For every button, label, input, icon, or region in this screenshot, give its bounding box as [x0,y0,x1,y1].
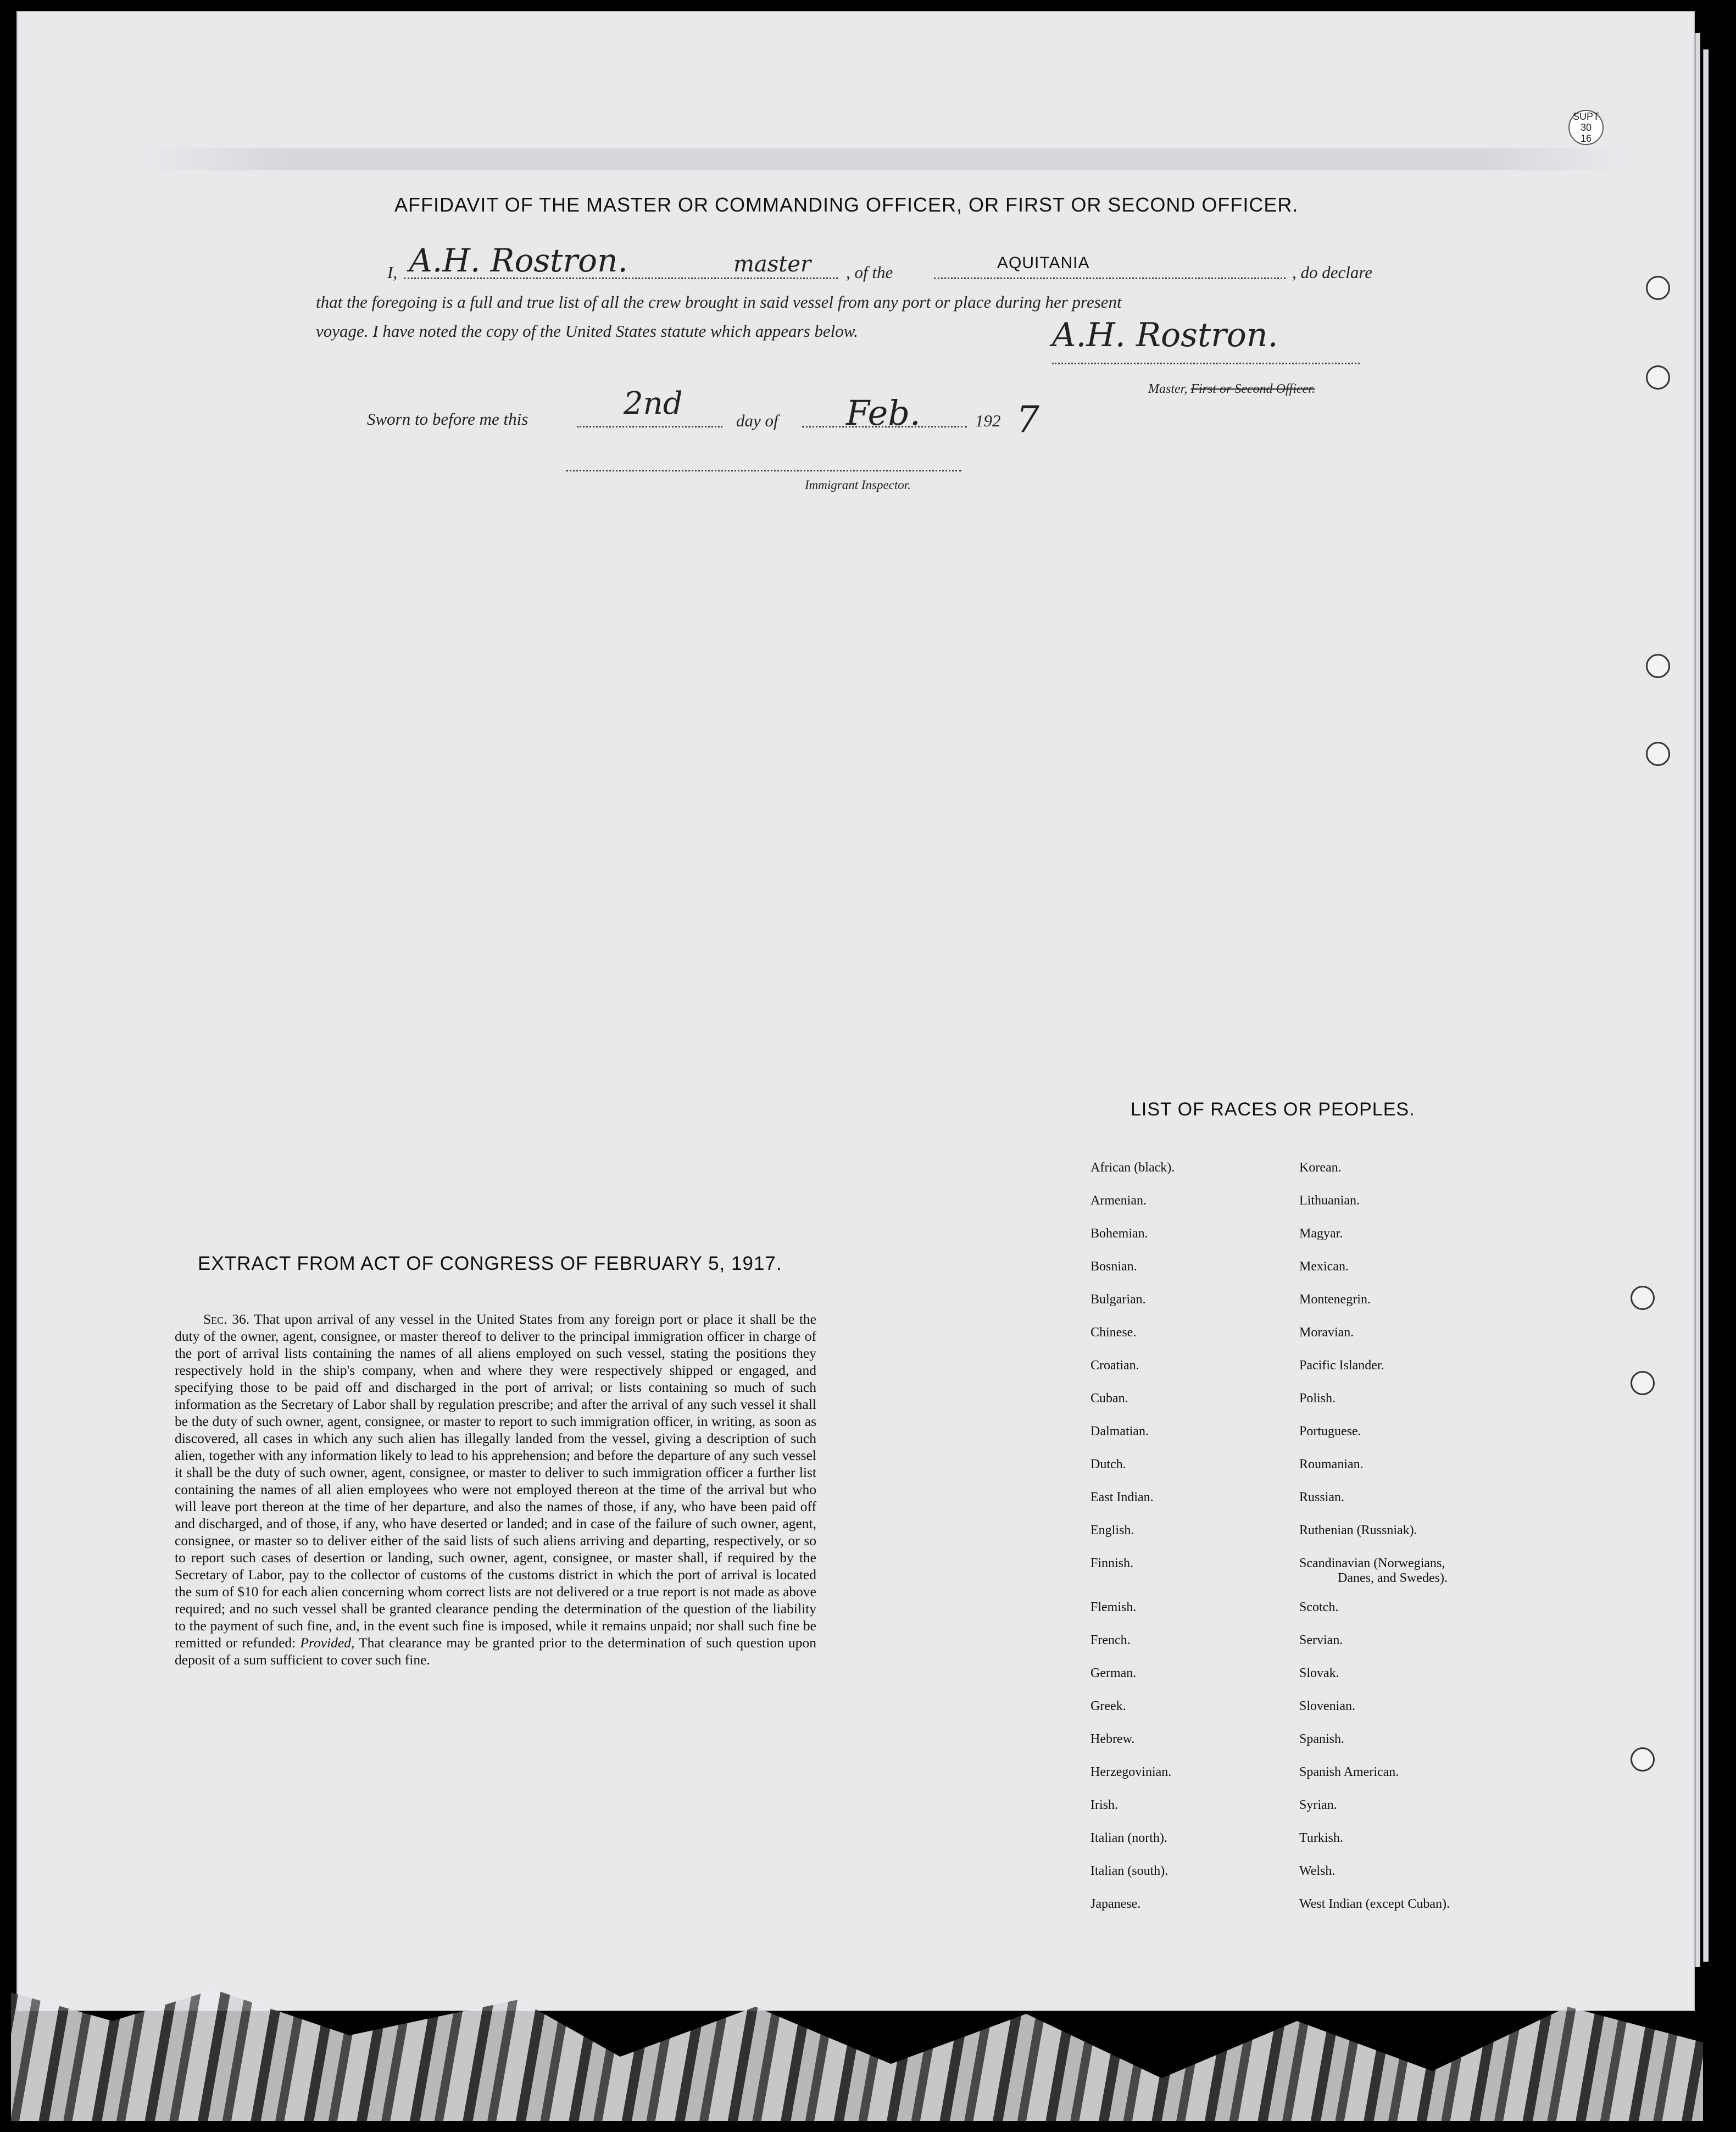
inspector-label: Immigrant Inspector. [805,478,911,492]
punch-hole [1646,742,1670,766]
race-item: Slovenian. [1299,1699,1355,1713]
year-prefix: 192 [975,411,1001,430]
race-item: Bohemian. [1090,1226,1148,1241]
race-item: Japanese. [1090,1897,1141,1911]
race-item: Russian. [1299,1490,1345,1504]
bleed-through-text [143,148,1626,170]
race-item: East Indian. [1090,1490,1154,1504]
race-item: Armenian. [1090,1193,1147,1208]
page-edge [1695,33,1700,1967]
page-stamp: SUPT 30 16 [1568,110,1604,145]
race-item: Bosnian. [1090,1259,1137,1274]
race-item: African (black). [1090,1161,1175,1175]
race-item: Montenegrin. [1299,1292,1371,1307]
race-item: English. [1090,1523,1134,1537]
race-item: Pacific Islander. [1299,1358,1384,1373]
race-item: Greek. [1090,1699,1126,1713]
sworn-day: 2nd [624,386,683,421]
day-of-label: day of [736,411,778,430]
punch-hole [1646,365,1670,390]
race-item: Dalmatian. [1090,1424,1149,1439]
fill-line [577,426,722,427]
race-item: Bulgarian. [1090,1292,1146,1307]
punch-hole [1631,1371,1655,1395]
race-item: Moravian. [1299,1325,1354,1340]
punch-hole [1631,1286,1655,1310]
inspector-signature-line [566,470,961,471]
i-label: I, [387,263,398,282]
race-item: Slovak. [1299,1666,1339,1680]
race-item: Flemish. [1090,1600,1137,1614]
punch-hole [1646,276,1670,300]
race-item: Roumanian. [1299,1457,1364,1472]
race-item: German. [1090,1666,1137,1680]
race-item: Spanish American. [1299,1765,1399,1779]
race-item: Welsh. [1299,1864,1336,1878]
race-item: Syrian. [1299,1798,1337,1812]
races-title: LIST OF RACES OR PEOPLES. [1131,1099,1415,1120]
race-item: Finnish. [1090,1556,1134,1570]
race-item: Ruthenian (Russniak). [1299,1523,1417,1537]
page-edge [1703,49,1709,1962]
race-item: Irish. [1090,1798,1118,1812]
handwritten-role: master [733,252,811,277]
race-item: Chinese. [1090,1325,1137,1340]
punch-hole [1646,654,1670,678]
race-item: Croatian. [1090,1358,1139,1373]
affidavit-title: AFFIDAVIT OF THE MASTER OR COMMANDING OFFICER, OR FIRST OR SECOND OFFICER. [394,193,1299,216]
race-item: Hebrew. [1090,1732,1135,1746]
race-item: Scandinavian (Norwegians, Danes, and Swedes). [1299,1556,1448,1585]
act-title: EXTRACT FROM ACT OF CONGRESS OF FEBRUARY 5, 1917. [198,1253,782,1274]
race-item: Turkish. [1299,1831,1343,1845]
signature-line [1052,363,1360,364]
handwritten-master-name: A.H. Rostron. [409,242,628,279]
race-item: Servian. [1299,1633,1343,1647]
punch-hole [1631,1747,1655,1772]
race-item: Mexican. [1299,1259,1349,1274]
race-item: Korean. [1299,1161,1342,1175]
master-signature: A.H. Rostron. [1052,316,1278,354]
statement-line: that the foregoing is a full and true list of all the crew brought in said vessel from any port or place during her present [316,292,1122,312]
race-item: French. [1090,1633,1131,1647]
race-item: Polish. [1299,1391,1336,1406]
master-caption: Master, First or Second Officer. [1148,382,1315,396]
race-item: Italian (north). [1090,1831,1167,1845]
race-item: Herzegovinian. [1090,1765,1172,1779]
race-item: Spanish. [1299,1732,1345,1746]
sworn-month: Feb. [846,393,921,433]
race-item: Italian (south). [1090,1864,1169,1878]
vessel-name: AQUITANIA [997,254,1090,272]
race-item: West Indian (except Cuban). [1299,1897,1450,1911]
race-item: Portuguese. [1299,1424,1361,1439]
sworn-label: Sworn to before me this [367,409,528,429]
race-item: Cuban. [1090,1391,1128,1406]
race-item: Lithuanian. [1299,1193,1360,1208]
race-item: Dutch. [1090,1457,1126,1472]
act-text: Sec. 36. That upon arrival of any vessel in the United States from any foreign port or place it shall be the duty of the owner, agent, consignee, or master thereof to deliver to the principal immigration officer in charge of the port of arrival lists containing the names of all aliens employed on such vessel, stating the positions they respectively hold in the ship's company, when and where they were respectively shipped or engaged, and specifying those to be paid off and discharged in the port of arrival; or lists containing so much of such information as the Secretary of Labor shall by regulation prescribe; and after the arrival of any such vessel it shall be the duty of such owner, agent, consignee, or master to report to such immigration officer, in writing, as soon as discovered, all cases in which any such alien has illegally landed from the vessel, giving a description of such alien, together with any information likely to lead to his apprehension; and before the departure of any such vessel it shall be the duty of such owner, agent, consignee, or master to deliver to such immigration officer a further list containing the names of all alien employees who were not employed thereon at the time of the arrival but who will leave port thereon at the time of her departure, and also the names of those, if any, who have been paid off and discharged, and of those, if any, who have deserted or landed; and in case of the failure of such owner, agent, consignee, or master so to deliver either of the said lists of such aliens arriving and departing, respectively, or so to report such cases of desertion or landing, such owner, agent, consignee, or master shall, if required by the Secretary of Labor, pay to the collector of customs of the customs district in which the port of arrival is located the sum of $10 for each alien concerning whom correct lists are not delivered or a true report is not made as above required; and no such vessel shall be granted clearance pending the determination of the question of the liability to the payment of such fine, and, in the event such fine is imposed, while it remains unpaid; nor shall such fine be remitted or refunded: Provided, That clearance may be granted prior to the determination of such question upon deposit of a sum sufficient to cover such fine. [175,1311,817,1668]
of-the-label: , of the [846,263,893,282]
race-item: Scotch. [1299,1600,1339,1614]
fill-line [934,277,1286,279]
statement-line: voyage. I have noted the copy of the United States statute which appears below. [316,321,858,341]
race-item: Magyar. [1299,1226,1343,1241]
do-declare-label: , do declare [1292,263,1373,282]
fill-line [404,277,838,279]
year-digit: 7 [1016,398,1039,441]
